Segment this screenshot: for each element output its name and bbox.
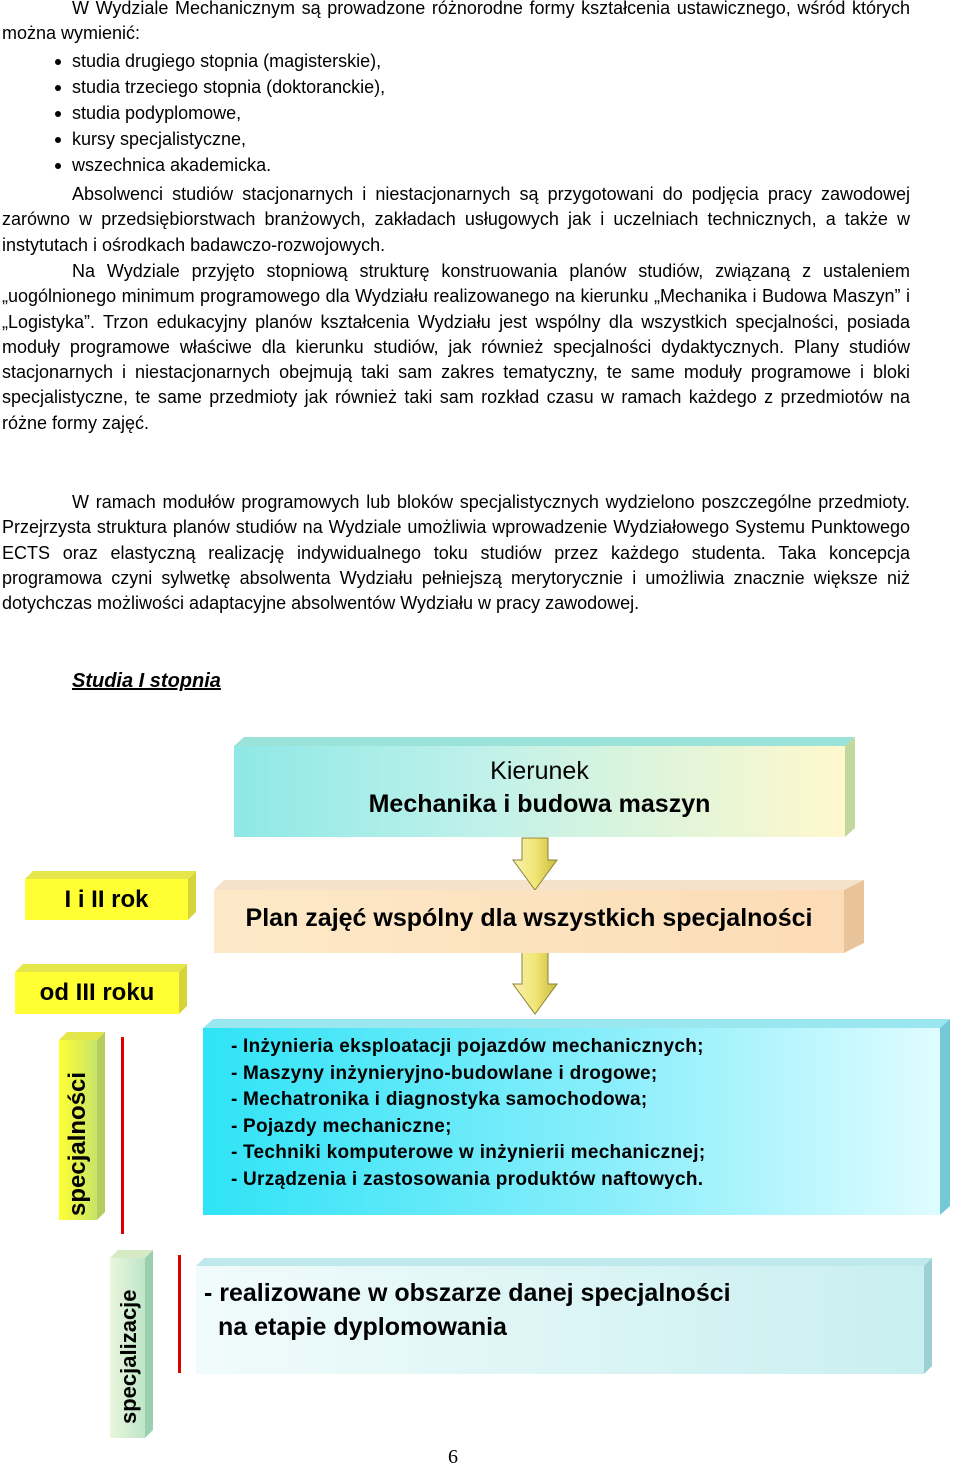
specialty-name: Pojazdy mechaniczne; — [243, 1115, 452, 1137]
list-item: studia podyplomowe, — [55, 100, 385, 126]
specialty-name: Inżynieria eksploatacji pojazdów mechanicznych; — [243, 1036, 704, 1057]
list-item: studia trzeciego stopnia (doktoranckie), — [55, 74, 385, 100]
dash: - — [231, 1062, 238, 1084]
list-item — [231, 1087, 940, 1114]
page-number: 6 — [448, 1446, 458, 1468]
paragraph-text: Na Wydziale przyjęto stopniową strukturę konstruowania planów studiów, związaną z ustaleniem „uogólnionego minimum programowego dla Wydziału realizowanego na kierunku „Mechanika i Budowa Maszyn” i „Logistyka”. Trzon edukacyjny planów kształcenia Wydziału jest wspólny dla wszystkich specjalności, posiada moduły programowe właściwe dla kierunku studiów, jak również specjalności dydaktycznych. Plany studiów stacjonarnych i niestacjonarnych obejmują taki sam zakres tematyczny, te same moduły programowe i bloki specjalistyczne, te same przedmioty jak również taki sam rozkład czasu w ramach każdego z przedmiotów na różne formy zajęć. — [2, 261, 910, 433]
dash: - — [231, 1142, 238, 1164]
kierunek-box-top-edge — [234, 737, 855, 746]
list-item: wszechnica akademicka. — [55, 152, 385, 178]
kierunek-name: Mechanika i budowa maszyn — [368, 790, 711, 818]
red-divider-line — [178, 1255, 181, 1373]
vbar-spec-side — [97, 1032, 105, 1220]
list-item: studia drugiego stopnia (magisterskie), — [55, 48, 385, 74]
section-heading: Studia I stopnia — [72, 670, 221, 692]
list-item — [231, 1114, 940, 1141]
paragraph-text: W ramach modułów programowych lub bloków specjalistycznych wydzielono poszczególne przedmioty. Przejrzysta struktura planów studiów na Wydziale umożliwia wprowadzenie Wydziałowego Systemu Punktowego ECTS oraz elastyczną realizację indywidualnego toku studiów przez każdego studenta. Taka koncepcja programowa czyni sylwetkę absolwenta Wydziału pełniejszą merytorycznie i umożliwia znacznie większe niż dotychczas możliwości adaptacyjne absolwentów Wydziału w pracy zawodowej. — [2, 492, 910, 614]
spec-box-side — [940, 1019, 950, 1215]
intro-text: W Wydziale Mechanicznym są prowadzone różnorodne formy kształcenia ustawicznego, wśród których można wymienić: — [2, 0, 910, 44]
list-item — [231, 1167, 940, 1194]
specjalizacje-vertical-label: specjalizacje — [116, 1289, 141, 1424]
specialty-name: Mechatronika i diagnostyka samochodowa; — [243, 1089, 648, 1111]
plan-box: Plan zajęć wspólny dla wszystkich specjalności — [214, 890, 844, 953]
real-box-side — [924, 1258, 932, 1374]
specialty-name: Maszyny inżynieryjno-budowlane i drogowe; — [243, 1062, 658, 1084]
realizowane-box — [196, 1266, 924, 1374]
vbar-spec-top — [59, 1032, 105, 1040]
dash: - — [231, 1036, 238, 1057]
list-item — [231, 1034, 940, 1061]
dash: - — [231, 1168, 238, 1190]
od-box-side — [179, 964, 187, 1014]
list-item — [231, 1140, 940, 1167]
rok-box-top — [25, 871, 196, 879]
dash: - — [231, 1115, 238, 1137]
specialty-name: Urządzenia i zastosowania produktów naftowych. — [243, 1168, 704, 1190]
paragraph-text: Absolwenci studiów stacjonarnych i niestacjonarnych są przygotowani do podjęcia pracy zawodowej zarówno w przedsiębiorstwach branżowych, zakładach usługowych jak i uczelniach technicznych, a także w instytutach i ośrodkach badawczo-rozwojowych. — [2, 184, 910, 255]
specialty-name: Techniki komputerowe w inżynierii mechanicznej; — [243, 1142, 706, 1164]
list-item: kursy specjalistyczne, — [55, 126, 385, 152]
real-box-top — [196, 1258, 932, 1266]
od-box-top — [15, 964, 187, 972]
kierunek-label: Kierunek — [490, 757, 589, 785]
specialties-box — [203, 1028, 940, 1215]
kierunek-box — [234, 746, 845, 837]
specjalnosci-vertical-label: specjalności — [64, 1071, 91, 1216]
vbar-specjaliz-side — [145, 1250, 153, 1438]
plan-box-side — [844, 880, 864, 953]
realizowane-line-1: - realizowane w obszarze danej specjalności — [204, 1279, 731, 1307]
od-roku-box: od III roku — [15, 972, 179, 1014]
list-item — [231, 1061, 940, 1088]
rok-box: I i II rok — [25, 879, 188, 920]
kierunek-box-side-edge — [845, 737, 855, 837]
dash: - — [231, 1089, 238, 1111]
rok-box-edge — [188, 871, 196, 920]
spec-box-top — [203, 1019, 950, 1028]
down-arrow-2 — [513, 950, 557, 1014]
red-divider-line — [121, 1037, 124, 1234]
realizowane-line-2: na etapie dyplomowania — [218, 1313, 507, 1341]
